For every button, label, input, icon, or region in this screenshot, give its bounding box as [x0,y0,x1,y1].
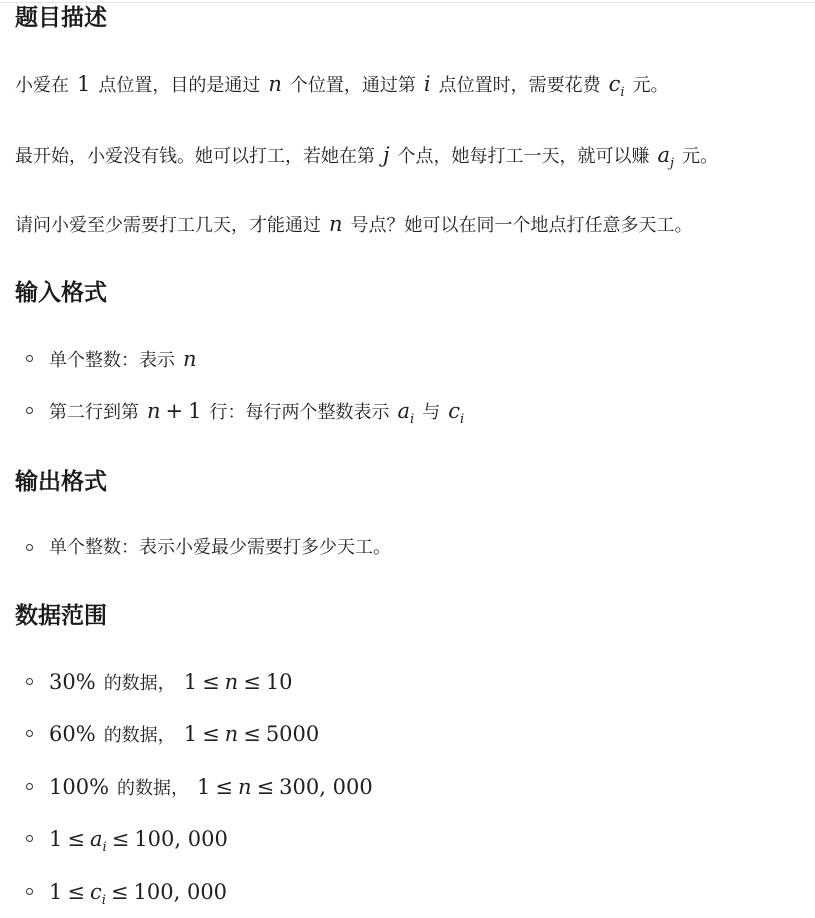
input-format-list-2 [15,398,465,427]
output-format-list [15,535,391,561]
description-paragraph-2: 最开始，小爱没有钱。她可以打工，若她在第 j 个点，她每打工一天，就可以赚 $a_j$ 元。 [15,143,719,171]
data-range-list-4 [15,826,228,855]
input-format-list [15,346,197,372]
bullet-icon [26,407,33,414]
list-item: $1 \le a_i \le 100$, 000 [15,826,228,852]
bullet-icon [26,835,33,842]
list-item: 100% 的数据， 1 ≤ n ≤ 300, 000 [15,774,373,800]
bullet-icon [26,678,33,685]
bullet-icon [26,355,33,362]
output-format-heading: 输出格式 [15,469,107,495]
bullet-icon [26,783,33,790]
data-range-heading: 数据范围 [15,603,107,629]
list-item: 单个整数：表示 n [15,346,197,372]
description-paragraph-3: 请问小爱至少需要打工几天，才能通过 n 号点？她可以在同一个地点打任意多天工。 [15,212,693,236]
data-range-list-3 [15,774,373,800]
bullet-icon [26,544,33,551]
data-range-list-2 [15,721,319,747]
bullet-icon [26,730,33,737]
list-item: 第二行到第 n + 1 行：每行两个整数表示 $a_i$ 与 $c_i$ [15,398,464,424]
description-paragraph-1: 小爱在 1 点位置，目的是通过 n 个位置，通过第 i 点位置时，需要花费 $c_i$ 元。 [15,72,669,100]
data-range-list-5 [15,879,228,908]
bullet-icon [26,888,33,895]
list-item: 单个整数：表示小爱最少需要打多少天工。 [15,535,391,561]
data-range-list-1 [15,669,293,695]
list-item: 60% 的数据， 1 ≤ n ≤ 5000 [15,721,319,747]
list-item: $1 \le c_i \le 100$, 000 [15,879,227,905]
problem-description-heading: 题目描述 [15,5,107,31]
top-divider [0,2,815,3]
input-format-heading: 输入格式 [15,280,107,306]
list-item: 30% 的数据， 1 ≤ n ≤ 10 [15,669,293,695]
